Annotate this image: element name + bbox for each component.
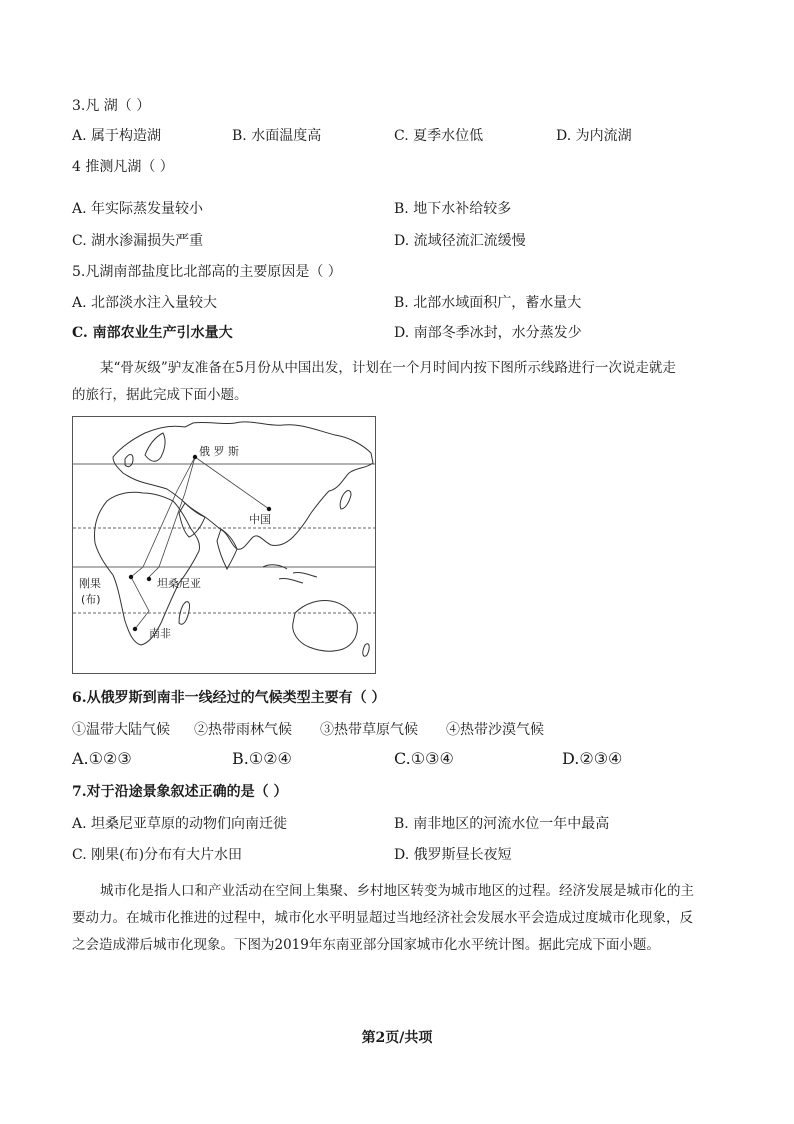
q6-option-b: B.①②④ bbox=[232, 749, 292, 768]
route-map bbox=[72, 416, 376, 674]
q7-option-c: C. 刚果(布)分布有大片水田 bbox=[72, 847, 243, 863]
point-south-africa bbox=[133, 627, 137, 631]
intro-1-line-2: 的旅行，据此完成下面小题。 bbox=[72, 387, 248, 403]
intro-2-line-3: 之会造成滞后城市化现象。下图为2019年东南亚部分国家城市化水平统计图。据此完成下面小题。 bbox=[72, 937, 660, 953]
intro-paragraph-1 bbox=[72, 355, 724, 409]
label-congo-2: (布) bbox=[81, 593, 101, 606]
australia-landmass bbox=[293, 601, 358, 652]
q4-option-d: D. 流域径流汇流缓慢 bbox=[394, 233, 526, 249]
q6-stem: 6.从俄罗斯到南非一线经过的气候类型主要有（ ） bbox=[72, 690, 386, 706]
point-russia bbox=[193, 455, 197, 459]
eurasia-landmass bbox=[113, 422, 373, 549]
q4-option-a: A. 年实际蒸发量较小 bbox=[72, 201, 204, 217]
q3-option-a: A. 属于构造湖 bbox=[72, 128, 162, 144]
q5-stem: 5.凡湖南部盐度比北部高的主要原因是（ ） bbox=[72, 264, 342, 280]
q4-option-b: B. 地下水补给较多 bbox=[394, 201, 512, 217]
q6-item-2: ②热带雨林气候 bbox=[194, 722, 292, 738]
q5-option-a: A. 北部淡水注入量较大 bbox=[72, 295, 218, 311]
label-congo-1: 刚果 bbox=[79, 577, 101, 590]
q7-option-b: B. 南非地区的河流水位一年中最高 bbox=[394, 816, 610, 832]
q7-stem: 7.对于沿途景象叙述正确的是（ ） bbox=[72, 784, 288, 800]
q6-option-c: C.①③④ bbox=[394, 749, 454, 768]
intro-paragraph-2 bbox=[72, 878, 724, 959]
scandinavia bbox=[145, 433, 165, 461]
q6-item-3: ③热带草原气候 bbox=[320, 722, 418, 738]
arabian-peninsula bbox=[179, 503, 205, 537]
q6-option-a: A.①②③ bbox=[72, 749, 132, 768]
q4-stem: 4 推测凡湖（ ） bbox=[72, 159, 174, 175]
q5-option-c: C. 南部农业生产引水量大 bbox=[72, 325, 233, 341]
q6-item-1: ①温带大陆气候 bbox=[72, 722, 170, 738]
point-tanzania bbox=[147, 577, 151, 581]
label-china: 中国 bbox=[249, 513, 271, 526]
q7-option-d: D. 俄罗斯昼长夜短 bbox=[394, 847, 512, 863]
q6-item-4: ④热带沙漠气候 bbox=[446, 722, 544, 738]
japan bbox=[340, 491, 351, 510]
intro-2-line-2: 要动力。在城市化推进的过程中，城市化水平明显超过当地经济社会发展水平会造成过度城市化现象，反 bbox=[72, 910, 693, 926]
point-china bbox=[267, 507, 271, 511]
page-footer: 第2页/共项 bbox=[361, 1030, 433, 1046]
q6-option-d: D.②③④ bbox=[562, 749, 623, 768]
label-russia: 俄 罗 斯 bbox=[199, 445, 239, 458]
point-congo bbox=[129, 575, 133, 579]
world-map-svg bbox=[73, 417, 375, 673]
label-tanzania: 坦桑尼亚 bbox=[157, 577, 201, 590]
intro-2-line-1: 城市化是指人口和产业活动在空间上集聚、乡村地区转变为城市地区的过程。经济发展是城市化的主 bbox=[100, 883, 694, 899]
british-isles bbox=[125, 455, 133, 467]
q3-stem: 3.凡 湖（ ） bbox=[72, 98, 151, 114]
q3-option-b: B. 水面温度高 bbox=[232, 128, 322, 144]
q5-option-d: D. 南部冬季冰封，水分蒸发少 bbox=[394, 325, 582, 341]
q3-option-c: C. 夏季水位低 bbox=[394, 128, 484, 144]
southeast-asia-islands bbox=[263, 565, 317, 583]
q3-option-d: D. 为内流湖 bbox=[556, 128, 632, 144]
new-zealand bbox=[363, 644, 369, 657]
q7-option-a: A. 坦桑尼亚草原的动物们向南迁徙 bbox=[72, 816, 288, 832]
route-line-return bbox=[149, 457, 195, 577]
q5-option-b: B. 北部水域面积广，蓄水量大 bbox=[394, 295, 582, 311]
q4-option-c: C. 湖水渗漏损失严重 bbox=[72, 233, 204, 249]
intro-1-line-1: 某“骨灰级”驴友准备在5月份从中国出发，计划在一个月时间内按下图所示线路进行一次说走就走 bbox=[100, 360, 676, 376]
africa-landmass bbox=[95, 492, 200, 645]
label-south-africa: 南非 bbox=[149, 627, 171, 640]
